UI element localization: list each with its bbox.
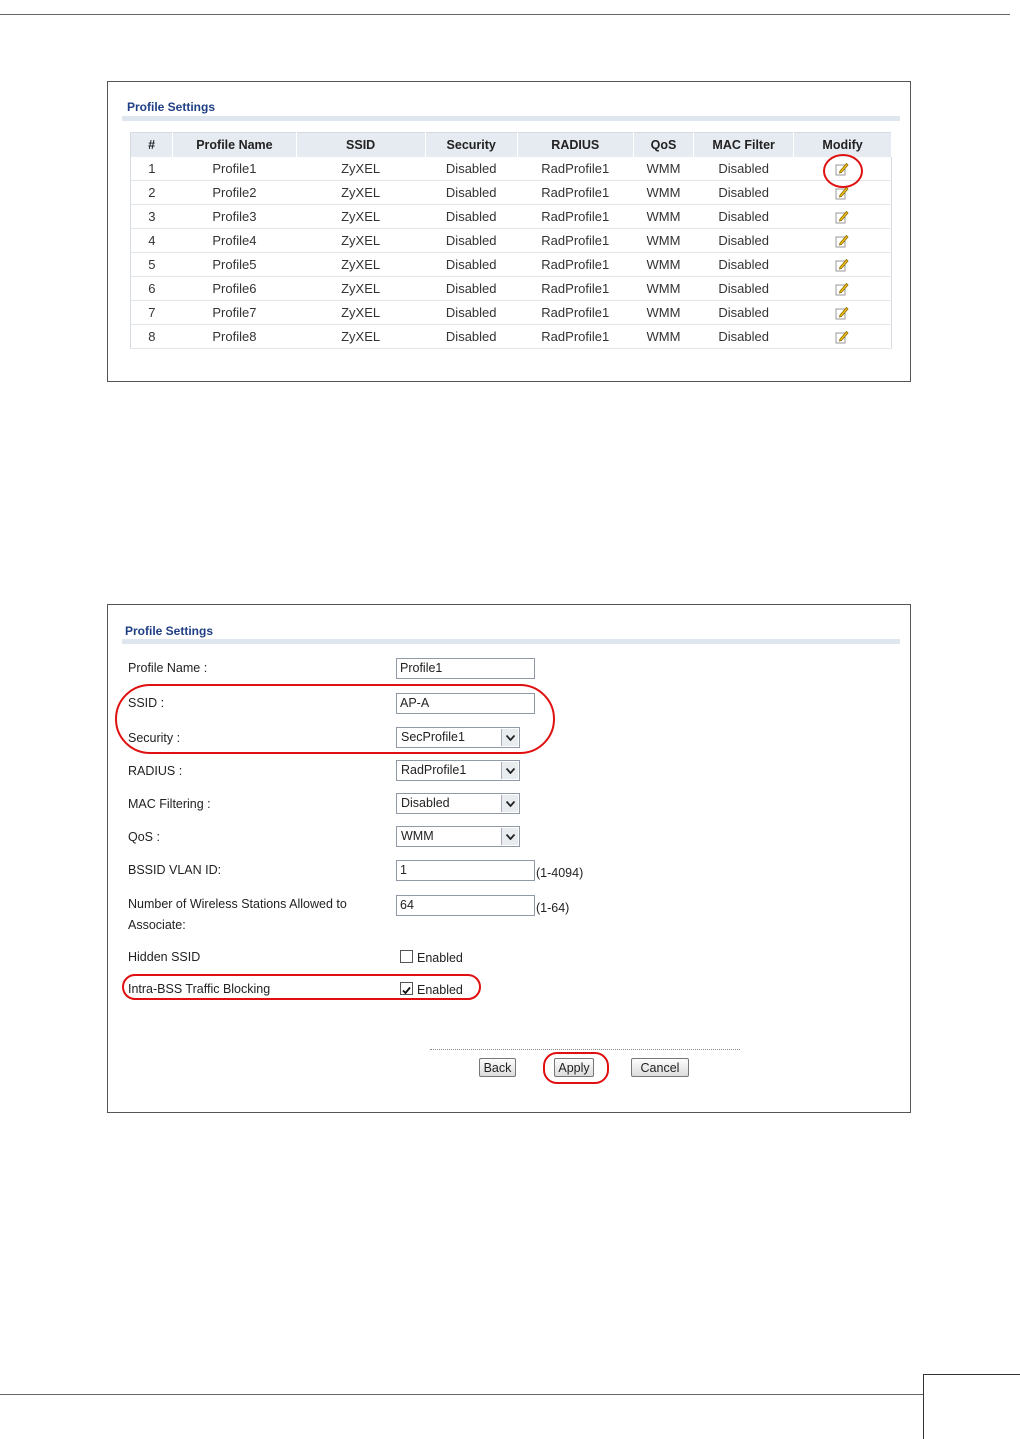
- table-row: [131, 325, 892, 349]
- security-label: Security :: [128, 731, 181, 745]
- qos-select-value: WMM: [401, 829, 434, 843]
- edit-icon[interactable]: [835, 210, 849, 224]
- radius-select[interactable]: [396, 760, 520, 781]
- col-profile-name-cell: Profile4: [173, 229, 296, 253]
- col-mac-filter-cell: Disabled: [694, 157, 794, 181]
- button-divider: [430, 1049, 740, 1050]
- col-modify-cell: [794, 253, 892, 277]
- col-ssid-cell: ZyXEL: [296, 181, 425, 205]
- table-row: [131, 301, 892, 325]
- radius-label: RADIUS :: [128, 764, 183, 778]
- ssid-label: SSID :: [128, 696, 165, 710]
- col-radius-cell: RadProfile1: [517, 253, 633, 277]
- col-ssid-header: SSID: [296, 133, 425, 158]
- edit-icon[interactable]: [835, 306, 849, 320]
- col-mac-filter-cell: Disabled: [694, 301, 794, 325]
- col-profile-name-cell: Profile6: [173, 277, 296, 301]
- col-qos-cell: WMM: [633, 325, 693, 349]
- col-profile-name-cell: Profile3: [173, 205, 296, 229]
- col-qos-cell: WMM: [633, 301, 693, 325]
- table-header: [131, 133, 892, 158]
- intra-bss-label: Intra-BSS Traffic Blocking: [128, 982, 271, 996]
- col-modify-header: Modify: [794, 133, 892, 158]
- header-rule: [0, 14, 1010, 15]
- col-security-cell: Disabled: [425, 229, 517, 253]
- col-mac-filter-header: MAC Filter: [694, 133, 794, 158]
- col-profile-name-cell: Profile8: [173, 325, 296, 349]
- security-select-value: SecProfile1: [401, 730, 465, 744]
- col-radius-cell: RadProfile1: [517, 181, 633, 205]
- col-qos-cell: WMM: [633, 157, 693, 181]
- profile-list-panel: [107, 81, 911, 382]
- col-radius-cell: RadProfile1: [517, 229, 633, 253]
- col-profile-name-cell: Profile2: [173, 181, 296, 205]
- col-qos-cell: WMM: [633, 277, 693, 301]
- chevron-down-icon[interactable]: [501, 762, 518, 779]
- col-modify-cell: [794, 325, 892, 349]
- edit-icon[interactable]: [835, 282, 849, 296]
- qos-select[interactable]: [396, 826, 520, 847]
- panel-title: Profile Settings: [127, 100, 216, 114]
- bssid-vlan-hint: (1-4094): [536, 866, 584, 880]
- title-divider: [122, 116, 900, 121]
- bssid-vlan-label: BSSID VLAN ID:: [128, 863, 222, 877]
- col-mac-filter-cell: Disabled: [694, 229, 794, 253]
- cancel-button[interactable]: Cancel: [631, 1058, 689, 1077]
- col-qos-cell: WMM: [633, 253, 693, 277]
- table-row: [131, 205, 892, 229]
- panel-title: Profile Settings: [125, 624, 214, 638]
- col-qos-cell: WMM: [633, 181, 693, 205]
- col-security-cell: Disabled: [425, 205, 517, 229]
- page-number-box: [923, 1374, 1020, 1439]
- stations-input[interactable]: 64: [396, 895, 535, 916]
- col-index-cell: 5: [131, 253, 173, 277]
- col-ssid-cell: ZyXEL: [296, 325, 425, 349]
- col-radius-cell: RadProfile1: [517, 325, 633, 349]
- col-security-cell: Disabled: [425, 181, 517, 205]
- title-divider: [122, 639, 900, 644]
- edit-icon[interactable]: [835, 258, 849, 272]
- col-ssid-cell: ZyXEL: [296, 253, 425, 277]
- col-qos-header: QoS: [633, 133, 693, 158]
- col-security-cell: Disabled: [425, 277, 517, 301]
- hidden-ssid-checkbox-label: Enabled: [417, 951, 463, 965]
- back-button[interactable]: Back: [479, 1058, 516, 1077]
- col-mac-filter-cell: Disabled: [694, 253, 794, 277]
- col-modify-cell: [794, 229, 892, 253]
- apply-button[interactable]: Apply: [554, 1058, 594, 1077]
- col-radius-cell: RadProfile1: [517, 277, 633, 301]
- col-ssid-cell: ZyXEL: [296, 277, 425, 301]
- chevron-down-icon[interactable]: [501, 729, 518, 746]
- table-row: [131, 181, 892, 205]
- edit-icon[interactable]: [835, 186, 849, 200]
- stations-label-line2: Associate:: [128, 918, 186, 932]
- stations-label-line1: Number of Wireless Stations Allowed to: [128, 897, 347, 911]
- col-modify-cell: [794, 277, 892, 301]
- col-index-cell: 8: [131, 325, 173, 349]
- mac-filtering-select[interactable]: [396, 793, 520, 814]
- checkmark-icon: [401, 985, 412, 996]
- stations-hint: (1-64): [536, 901, 570, 915]
- table-row: [131, 277, 892, 301]
- intra-bss-checkbox[interactable]: [400, 982, 413, 995]
- mac-filtering-label: MAC Filtering :: [128, 797, 211, 811]
- col-radius-cell: RadProfile1: [517, 157, 633, 181]
- col-modify-cell: [794, 205, 892, 229]
- table-row: [131, 229, 892, 253]
- col-security-cell: Disabled: [425, 325, 517, 349]
- col-security-cell: Disabled: [425, 301, 517, 325]
- radius-select-value: RadProfile1: [401, 763, 467, 777]
- col-ssid-cell: ZyXEL: [296, 229, 425, 253]
- col-modify-cell: [794, 301, 892, 325]
- table-row: [131, 253, 892, 277]
- col-radius-cell: RadProfile1: [517, 301, 633, 325]
- ssid-input[interactable]: AP-A: [396, 693, 535, 714]
- table-body: [131, 157, 892, 349]
- col-profile-name-cell: Profile1: [173, 157, 296, 181]
- col-ssid-cell: ZyXEL: [296, 205, 425, 229]
- col-radius-cell: RadProfile1: [517, 205, 633, 229]
- col-index-cell: 3: [131, 205, 173, 229]
- profile-name-label: Profile Name :: [128, 661, 208, 675]
- profile-name-input[interactable]: Profile1: [396, 658, 535, 679]
- col-ssid-cell: ZyXEL: [296, 301, 425, 325]
- col-mac-filter-cell: Disabled: [694, 205, 794, 229]
- chevron-down-icon[interactable]: [501, 795, 518, 812]
- edit-icon[interactable]: [835, 234, 849, 248]
- col-modify-cell: [794, 157, 892, 181]
- col-qos-cell: WMM: [633, 205, 693, 229]
- edit-icon[interactable]: [835, 330, 849, 344]
- col-security-cell: Disabled: [425, 253, 517, 277]
- hidden-ssid-label: Hidden SSID: [128, 950, 201, 964]
- security-select[interactable]: [396, 727, 520, 748]
- chevron-down-icon[interactable]: [501, 828, 518, 845]
- profile-table: [130, 132, 892, 349]
- col-profile-name-header: Profile Name: [173, 133, 296, 158]
- col-security-cell: Disabled: [425, 157, 517, 181]
- col-profile-name-cell: Profile7: [173, 301, 296, 325]
- col-qos-cell: WMM: [633, 229, 693, 253]
- col-index-cell: 1: [131, 157, 173, 181]
- profile-edit-panel: [107, 604, 911, 1113]
- col-index-cell: 7: [131, 301, 173, 325]
- col-security-header: Security: [425, 133, 517, 158]
- col-radius-header: RADIUS: [517, 133, 633, 158]
- col-index-cell: 2: [131, 181, 173, 205]
- bssid-vlan-input[interactable]: 1: [396, 860, 535, 881]
- edit-icon[interactable]: [835, 162, 849, 176]
- col-ssid-cell: ZyXEL: [296, 157, 425, 181]
- qos-label: QoS :: [128, 830, 160, 844]
- table-row: [131, 157, 892, 181]
- hidden-ssid-checkbox[interactable]: [400, 950, 413, 963]
- col-index-cell: 6: [131, 277, 173, 301]
- col-mac-filter-cell: Disabled: [694, 181, 794, 205]
- col-modify-cell: [794, 181, 892, 205]
- footer-rule: [0, 1394, 1010, 1395]
- col-mac-filter-cell: Disabled: [694, 277, 794, 301]
- col-index-cell: 4: [131, 229, 173, 253]
- col-profile-name-cell: Profile5: [173, 253, 296, 277]
- mac-filtering-select-value: Disabled: [401, 796, 450, 810]
- intra-bss-checkbox-label: Enabled: [417, 983, 463, 997]
- col-index-header: #: [131, 133, 173, 158]
- col-mac-filter-cell: Disabled: [694, 325, 794, 349]
